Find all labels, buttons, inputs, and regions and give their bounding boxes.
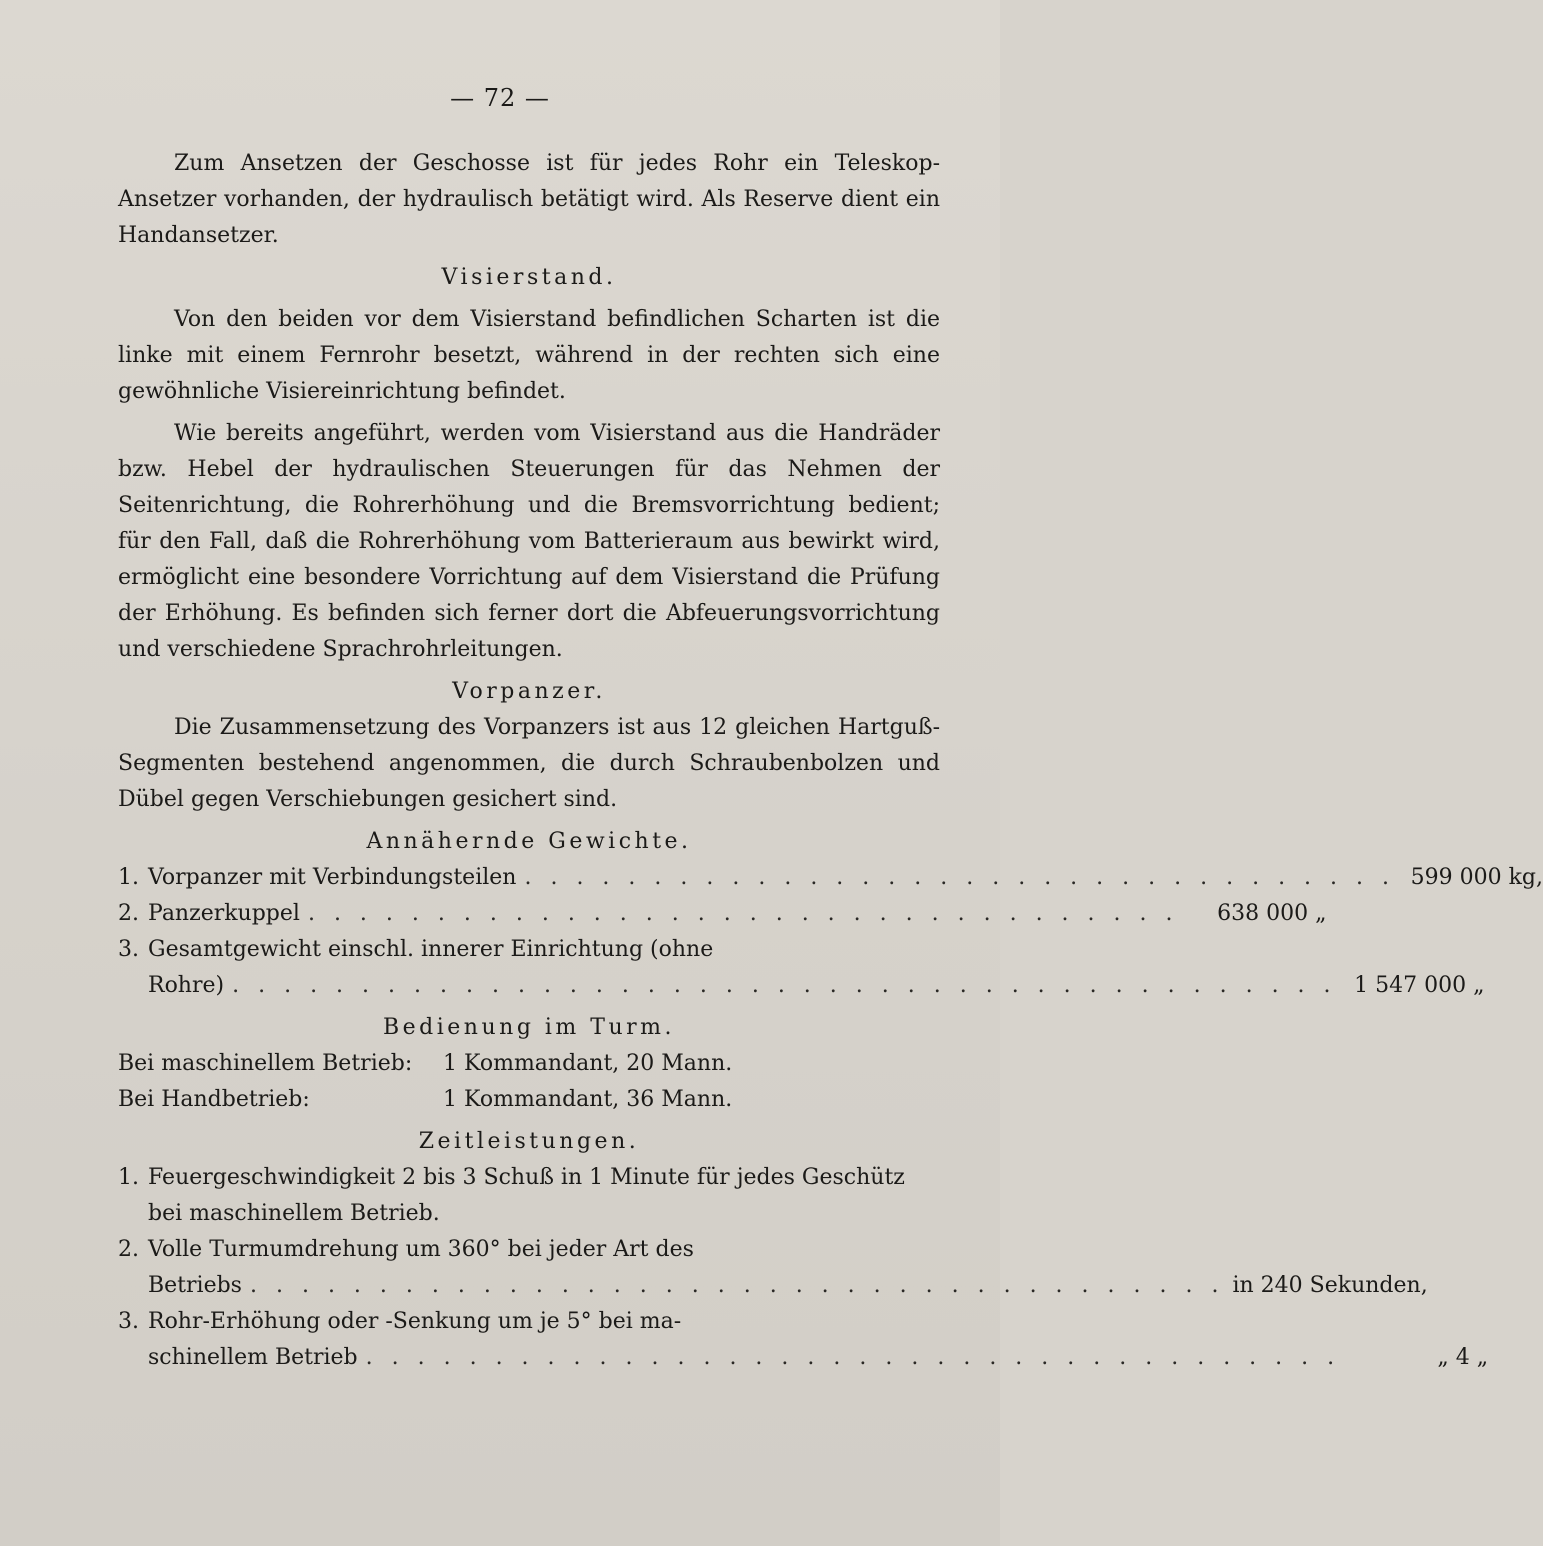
item-label: Vorpanzer mit Verbindungsteilen — [148, 865, 517, 890]
staff-row — [118, 1046, 940, 1082]
heading-gewichte: Annähernde Gewichte. — [366, 829, 692, 854]
time-list — [118, 1160, 1489, 1376]
staff-row — [118, 1082, 940, 1118]
visierstand-paragraph-1: Von den beiden vor dem Visierstand befindlichen Scharten ist die linke mit einem Fernrohr besetzt, während in der rechten sich eine gewöhnliche Visiereinrichtung befindet. — [118, 307, 940, 404]
page-number: — 72 — — [450, 84, 550, 112]
item-number: 1. — [118, 1165, 139, 1190]
item-number: 1. — [118, 865, 139, 890]
item-label: schinellem Betrieb — [148, 1345, 358, 1370]
item-value: in 240 Sekunden, — [1232, 1273, 1428, 1298]
staff-label: Bei Handbetrieb: — [118, 1087, 310, 1112]
item-label: Rohre) — [148, 973, 225, 998]
item-text: Gesamtgewicht einschl. innerer Einrichtung (ohne — [148, 937, 714, 962]
weight-item — [118, 932, 1485, 1004]
heading-vorpanzer: Vorpanzer. — [452, 679, 606, 704]
time-item — [118, 1160, 940, 1232]
time-item — [118, 1232, 1428, 1304]
item-value: 599 000 kg, — [1410, 865, 1543, 890]
staff-value: 1 Kommandant, 20 Mann. — [443, 1051, 733, 1076]
weight-item — [118, 896, 1327, 932]
item-label: Betriebs — [148, 1273, 242, 1298]
visierstand-paragraph-2: Wie bereits angeführt, werden vom Visierstand aus die Handräder bzw. Hebel der hydraulischen Steuerungen für das Nehmen der Seitenrichtung, die Rohrerhöhung und die Bremsvorrichtung bedient; für den Fall, daß die Rohrerhöhung vom Batterieraum aus bewirkt wird, ermöglicht eine besondere Vorrichtung auf dem Visierstand die Prüfung der Erhöhung. Es befinden sich ferner dort die Abfeuerungsvorrichtung und verschiedene Sprachrohrleitungen. — [118, 421, 940, 662]
leader-dots: . . . . . . . . . . . . . . . . . . . . . . . . . . . . . . . . . . . . . . . . . . . — [232, 973, 1337, 998]
weights-list — [118, 860, 1543, 1004]
item-number: 3. — [118, 1309, 139, 1334]
heading-visierstand: Visierstand. — [441, 265, 617, 290]
time-item — [118, 1304, 1489, 1376]
weight-item — [118, 860, 1543, 896]
leader-dots: . . . . . . . . . . . . . . . . . . . . . . . . . . . . . . . . . . — [307, 901, 1179, 926]
item-text: Rohr-Erhöhung oder -Senkung um je 5° bei ma- — [148, 1309, 682, 1334]
heading-zeitleistungen: Zeitleistungen. — [418, 1129, 640, 1154]
staff-table — [118, 1046, 940, 1118]
staff-label: Bei maschinellem Betrieb: — [118, 1051, 413, 1076]
staff-value: 1 Kommandant, 36 Mann. — [443, 1087, 733, 1112]
leader-dots: . . . . . . . . . . . . . . . . . . . . . . . . . . . . . . . . . . — [524, 865, 1396, 890]
item-label: Panzerkuppel — [148, 901, 300, 926]
page-content — [118, 146, 1543, 1376]
leader-dots: . . . . . . . . . . . . . . . . . . . . . . . . . . . . . . . . . . . . . . — [365, 1345, 1341, 1370]
item-text: Volle Turmumdrehung um 360° bei jeder Art des — [148, 1237, 694, 1262]
item-number: 2. — [118, 1237, 139, 1262]
item-number: 3. — [118, 937, 139, 962]
item-value: „ 4 „ — [1437, 1345, 1489, 1370]
item-value: 1 547 000 „ — [1354, 973, 1485, 998]
heading-bedienung: Bedienung im Turm. — [382, 1015, 675, 1040]
item-text: Feuergeschwindigkeit 2 bis 3 Schuß in 1 Minute für jedes Geschütz bei maschinellem Betrieb. — [148, 1165, 905, 1226]
intro-paragraph: Zum Ansetzen der Geschosse ist für jedes Rohr ein Teleskop-Ansetzer vorhanden, der hydraulisch betätigt wird. Als Reserve dient ein Handansetzer. — [118, 151, 940, 248]
item-value: 638 000 „ — [1217, 901, 1327, 926]
leader-dots: . . . . . . . . . . . . . . . . . . . . . . . . . . . . . . . . . . . . . . — [249, 1273, 1225, 1298]
vorpanzer-paragraph: Die Zusammensetzung des Vorpanzers ist aus 12 gleichen Hartguß-Segmenten bestehend angenommen, die durch Schraubenbolzen und Dübel gegen Verschiebungen gesichert sind. — [118, 715, 940, 812]
item-number: 2. — [118, 901, 139, 926]
